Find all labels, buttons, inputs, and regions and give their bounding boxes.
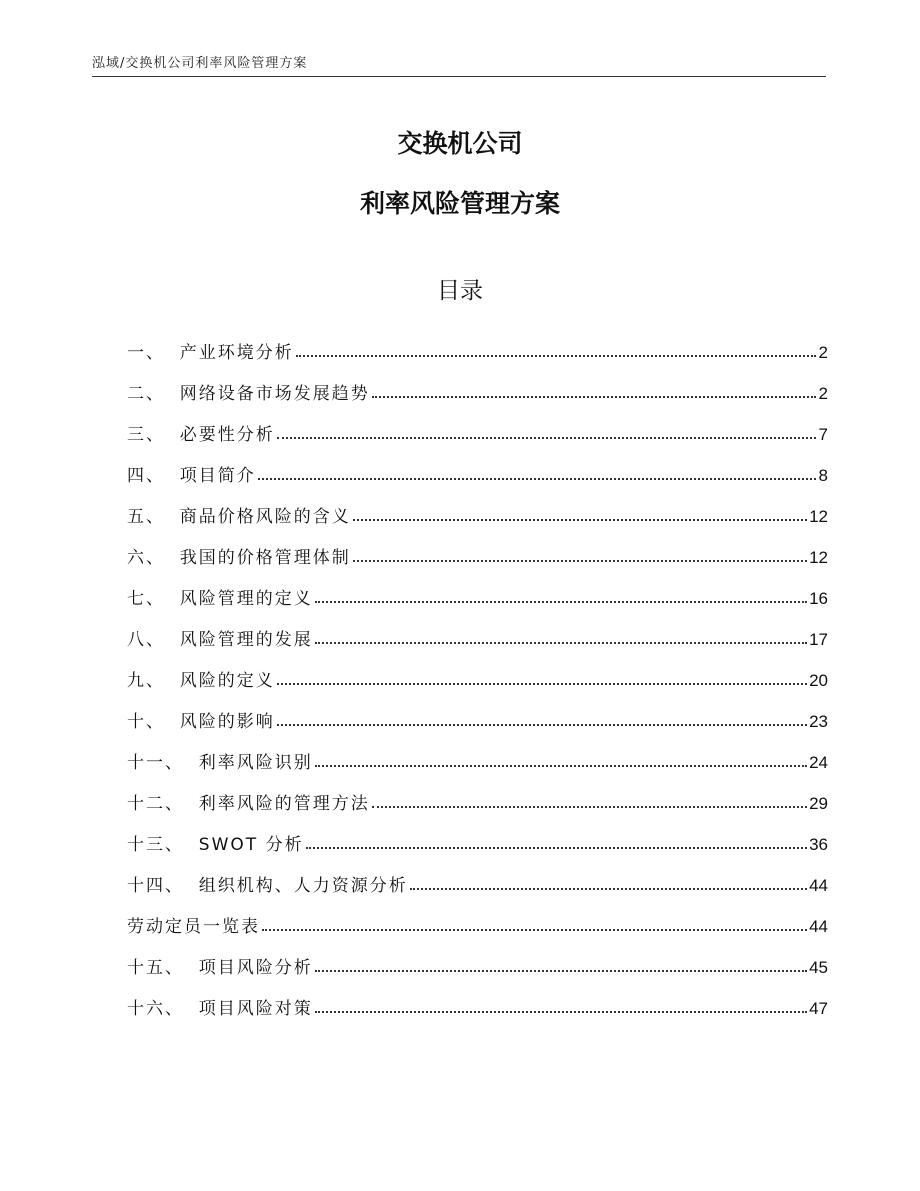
toc-leader-dots xyxy=(353,509,807,523)
toc-entry[interactable] xyxy=(127,404,828,445)
toc-entry-label: 十五、 项目风险分析 xyxy=(127,958,313,978)
toc-entry-label: 四、 项目简介 xyxy=(127,466,256,486)
toc-entry-label: 二、 网络设备市场发展趋势 xyxy=(127,384,370,404)
toc-entry[interactable] xyxy=(127,527,828,568)
toc-entry[interactable] xyxy=(127,773,828,814)
toc-leader-dots xyxy=(372,796,807,810)
toc-entry-page: 47 xyxy=(809,999,828,1018)
toc-entry-page: 17 xyxy=(809,630,828,649)
toc-entry[interactable] xyxy=(127,814,828,855)
header-divider xyxy=(92,76,826,77)
toc-leader-dots xyxy=(315,632,807,646)
toc-entry-page: 2 xyxy=(818,343,828,362)
toc-entry-page: 36 xyxy=(809,835,828,854)
toc-entry[interactable] xyxy=(127,609,828,650)
toc-entry-page: 12 xyxy=(809,548,828,567)
toc-entry[interactable] xyxy=(127,855,828,896)
toc-entry-page: 12 xyxy=(809,507,828,526)
toc-entry-label: 十三、 SWOT 分析 xyxy=(127,835,304,855)
toc-entry[interactable] xyxy=(127,691,828,732)
toc-leader-dots xyxy=(277,427,816,441)
toc-entry-label: 五、 商品价格风险的含义 xyxy=(127,507,351,527)
toc-leader-dots xyxy=(372,386,816,400)
toc-entry[interactable] xyxy=(127,363,828,404)
toc-entry-page: 2 xyxy=(818,384,828,403)
document-title-line2: 利率风险管理方案 xyxy=(359,189,560,218)
table-of-contents xyxy=(127,322,828,1019)
toc-leader-dots xyxy=(315,591,807,605)
toc-entry-page: 20 xyxy=(809,671,828,690)
toc-leader-dots xyxy=(306,837,808,851)
toc-leader-dots xyxy=(315,1001,807,1015)
toc-leader-dots xyxy=(262,919,807,933)
document-title-line1: 交换机公司 xyxy=(397,129,523,158)
toc-leader-dots xyxy=(353,550,807,564)
toc-entry[interactable] xyxy=(127,732,828,773)
toc-entry[interactable] xyxy=(127,650,828,691)
toc-entry-page: 44 xyxy=(809,917,828,936)
toc-entry[interactable] xyxy=(127,896,828,937)
running-header: 泓域/交换机公司利率风险管理方案 xyxy=(92,56,308,71)
toc-entry-page: 23 xyxy=(809,712,828,731)
toc-entry-label: 一、 产业环境分析 xyxy=(127,343,294,363)
toc-leader-dots xyxy=(296,345,816,359)
toc-entry-page: 7 xyxy=(818,425,828,444)
toc-entry[interactable] xyxy=(127,568,828,609)
toc-entry-label: 十四、 组织机构、人力资源分析 xyxy=(127,876,408,896)
toc-entry-label: 十、 风险的影响 xyxy=(127,712,275,732)
toc-leader-dots xyxy=(410,878,807,892)
toc-entry[interactable] xyxy=(127,445,828,486)
toc-entry-page: 44 xyxy=(809,876,828,895)
toc-entry-page: 29 xyxy=(809,794,828,813)
toc-entry-label: 十二、 利率风险的管理方法 xyxy=(127,794,370,814)
toc-entry-label: 八、 风险管理的发展 xyxy=(127,630,313,650)
toc-entry-page: 45 xyxy=(809,958,828,977)
toc-entry-label: 十六、 项目风险对策 xyxy=(127,999,313,1019)
toc-entry-label: 劳动定员一览表 xyxy=(127,917,260,937)
toc-entry[interactable] xyxy=(127,322,828,363)
toc-leader-dots xyxy=(315,960,807,974)
toc-entry-label: 九、 风险的定义 xyxy=(127,671,275,691)
toc-entry-label: 六、 我国的价格管理体制 xyxy=(127,548,351,568)
toc-heading: 目录 xyxy=(437,278,483,304)
toc-entry[interactable] xyxy=(127,978,828,1019)
toc-leader-dots xyxy=(277,714,807,728)
toc-leader-dots xyxy=(277,673,807,687)
toc-entry[interactable] xyxy=(127,937,828,978)
toc-entry-page: 24 xyxy=(809,753,828,772)
toc-entry[interactable] xyxy=(127,486,828,527)
toc-entry-label: 十一、 利率风险识别 xyxy=(127,753,313,773)
toc-entry-label: 七、 风险管理的定义 xyxy=(127,589,313,609)
toc-entry-page: 16 xyxy=(809,589,828,608)
toc-entry-page: 8 xyxy=(818,466,828,485)
toc-leader-dots xyxy=(315,755,807,769)
toc-leader-dots xyxy=(258,468,816,482)
toc-entry-label: 三、 必要性分析 xyxy=(127,425,275,445)
